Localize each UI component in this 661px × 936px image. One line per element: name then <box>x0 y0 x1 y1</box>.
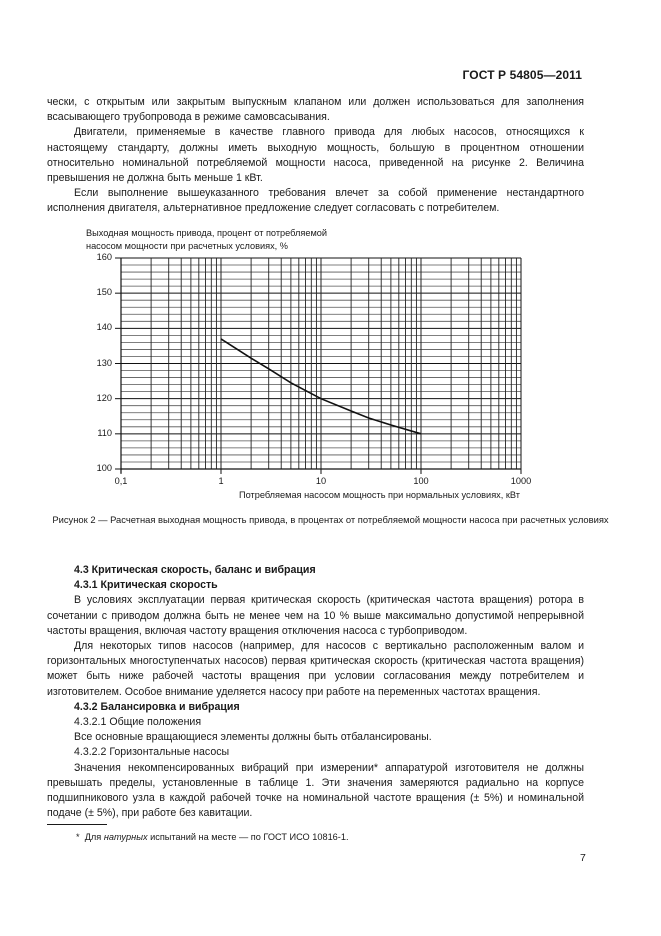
x-tick-label: 0,1 <box>114 476 128 486</box>
x-tick-label: 10 <box>315 476 327 486</box>
subsection-heading: 4.3.1 Критическая скорость <box>74 579 218 592</box>
x-tick-label: 1000 <box>510 476 532 486</box>
x-axis-label: Потребляемая насосом мощность при нормальных условиях, кВт <box>239 490 520 500</box>
chart-grid <box>121 258 521 469</box>
y-tick-label: 140 <box>96 322 112 333</box>
y-axis-label-line: насосом мощности при расчетных условиях, % <box>86 240 288 251</box>
clause-heading: 4.3.2.1 Общие положения <box>74 716 202 729</box>
footnote <box>76 832 349 842</box>
y-tick-label: 110 <box>97 427 112 438</box>
x-tick-label: 100 <box>413 476 429 486</box>
paragraph: Двигатели, применяемые в качестве главного привода для любых насосов, относящихся к настоящему стандарту, должны иметь выходную мощность, большую в процентном отношении относительно номинальной потребляемой мощности насоса, приведенной на рисунке 2. Величина превышения не должна быть меньше 1 кВт. <box>47 126 584 185</box>
paragraph: Если выполнение вышеуказанного требования влечет за собой применение нестандартного исполнения двигателя, альтернативное предложение следует согласовать с потребителем. <box>47 187 584 215</box>
section-heading: 4.3 Критическая скорость, баланс и вибрация <box>74 564 316 576</box>
y-tick-label: 130 <box>96 357 112 368</box>
clause-heading: 4.3.2.2 Горизонтальные насосы <box>74 746 230 759</box>
paragraph: Значения некомпенсированных вибраций при измерении* аппаратурой изготовителя не должны превышать пределы, установленные в таблице 1. Эти значения замеряются радиально на корпусе подшипникового узла в каждой рабочей точке на номинальной частоте вращения (± 5%) и номинальной подаче (± 5%), при работе без кавитации. <box>47 761 584 820</box>
x-tick-label: 1 <box>218 476 224 486</box>
paragraph: чески, с открытым или закрытым выпускным клапаном или должен использоваться для заполнения всасывающего трубопровода в режиме самовсасывания. <box>47 96 584 124</box>
y-tick-label: 150 <box>96 287 112 298</box>
figure-caption: Рисунок 2 — Расчетная выходная мощность привода, в процентах от потребляемой мощности насоса при расчетных условиях <box>52 514 609 525</box>
y-tick-label: 120 <box>96 392 112 403</box>
paragraph: Все основные вращающиеся элементы должны быть отбалансированы. <box>74 731 432 744</box>
footnote-marker: * <box>76 832 80 842</box>
page-number: 7 <box>580 852 586 864</box>
section-4-3 <box>47 563 584 821</box>
chart-axes <box>115 258 521 474</box>
y-tick-label: 160 <box>96 252 112 262</box>
footnote-text: Для <box>84 832 104 842</box>
y-tick-label: 100 <box>96 463 112 473</box>
footnote-italic: натурных <box>103 832 148 842</box>
footnote-text: испытаний на месте — по ГОСТ ИСО 10816-1. <box>147 832 349 842</box>
document-code: ГОСТ Р 54805—2011 <box>462 68 582 82</box>
y-axis-label-line: Выходная мощность привода, процент от потребляемой <box>86 228 328 238</box>
footnote-divider <box>47 824 107 825</box>
subsection-heading: 4.3.2 Балансировка и вибрация <box>74 700 240 713</box>
paragraph: Для некоторых типов насосов (например, для насосов с вертикально расположенным валом и горизонтальных многоступенчатых насосов) первая критическая скорость (критическая частота вращения) может быть ниже рабочей частоты вращения при условии согласования между потребителем и изготовителем. Особое внимание уделяется насосу при работе на переменных частотах вращения. <box>47 640 584 698</box>
paragraph: В условиях эксплуатации первая критическая скорость (критическая частота вращения) ротора в сочетании с приводом должна быть не менее чем на 10 % выше максимально допустимой непрерывной частоты вращения, включая частоту вращения отключения насоса с турбоприводом. <box>47 594 584 637</box>
